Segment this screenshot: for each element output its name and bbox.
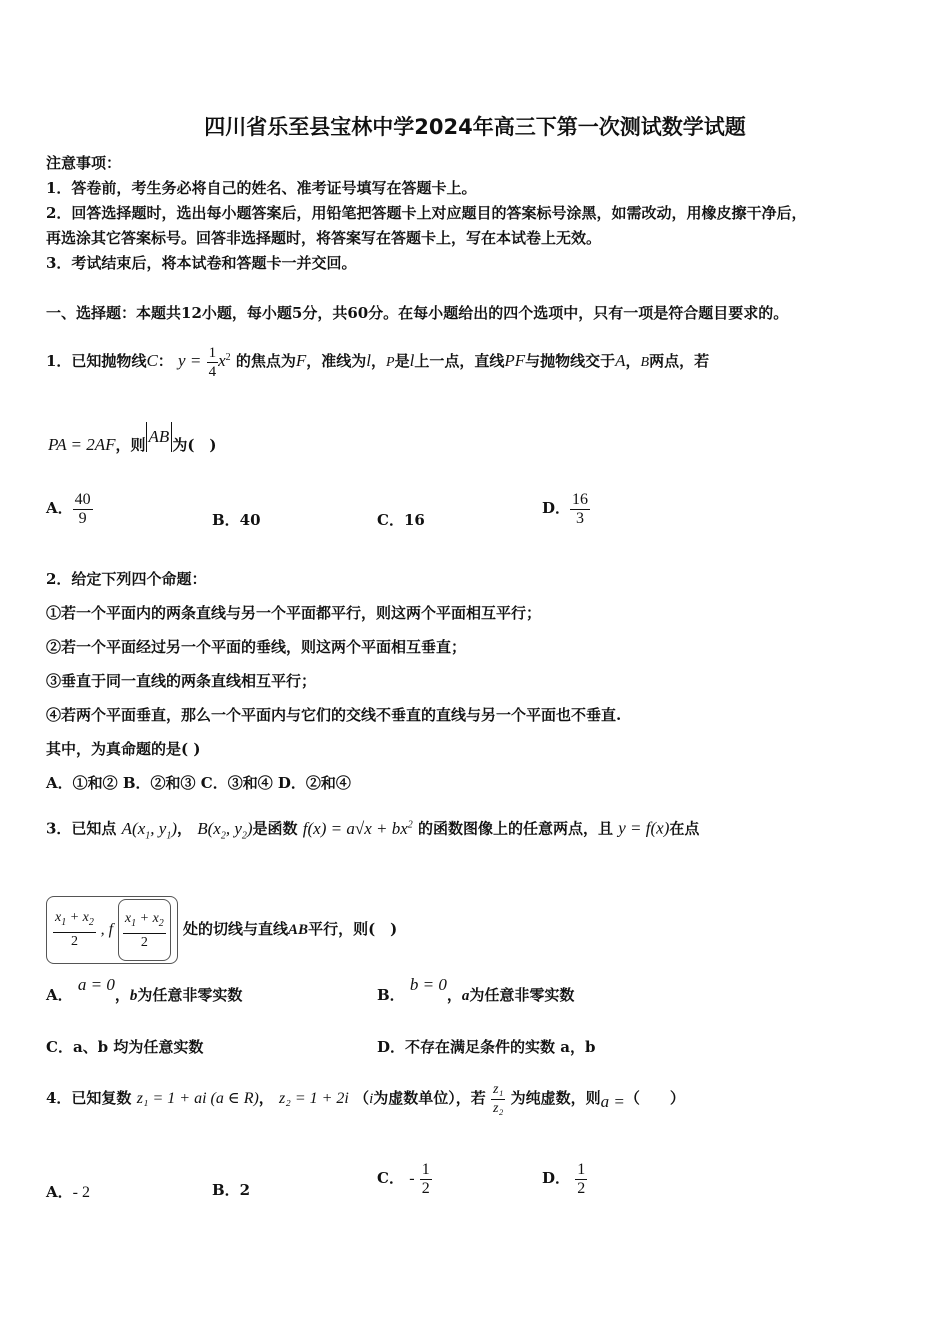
question-3-option-a: A． a = 0，b为任意非零实数 <box>46 975 243 1004</box>
question-3-option-d: D．不存在满足条件的实数 a，b <box>377 1038 596 1056</box>
function-y-formula: y = f(x) <box>618 818 670 838</box>
question-4-option-a: A．- 2 <box>46 1183 90 1201</box>
question-4-option-d: D． $\frac{1}{2}$ <box>542 1160 586 1197</box>
point-a-formula: $A(x_1$, $y_1$) <box>121 818 177 842</box>
question-4-stem: 4．已知复数 z₁ = 1 + ai (a ∈ R)， z₂ = 1 + 2i （i为虚数单位），若 $\frac{\text{z₁}}{\text{z₂}}$ 为纯虚数，则a =（ ） <box>46 1081 685 1116</box>
question-2-ask: 其中，为真命题的是( ) <box>46 740 201 758</box>
notice-item: 3．考试结束后，将本试卷和答题卡一并交回。 <box>46 254 357 272</box>
question-3-option-c: C．a、b 均为任意实数 <box>46 1038 204 1056</box>
question-1-stem: 1．已知抛物线C： y = $\frac{1}{4}$ $x^2$ 的焦点为F，准线为l，P是l上一点，直线PF与抛物线交于A，B两点，若 <box>46 344 710 380</box>
question-2-item: ①若一个平面内的两条直线与另一个平面都平行，则这两个平面相互平行； <box>46 604 542 622</box>
question-1-option-a: A． $\frac{40}{9}$ <box>46 490 91 527</box>
question-2-options: A．①和② B．②和③ C．③和④ D．②和④ <box>46 774 351 792</box>
question-1-option-b: B．40 <box>212 511 261 529</box>
page-title: 四川省乐至县宝林中学2024年高三下第一次测试数学试题 <box>204 115 746 139</box>
question-2-item: ③垂直于同一直线的两条直线相互平行； <box>46 672 317 690</box>
section-heading: 一、选择题：本题共12小题，每小题5分，共60分。在每小题给出的四个选项中，只有一项是符合题目要求的。 <box>46 304 789 322</box>
point-b-formula: $B(x_2$, $y_2$) <box>197 818 253 842</box>
question-3-option-b: B． b = 0，a为任意非零实数 <box>377 975 575 1004</box>
question-1-option-c: C．16 <box>377 511 425 529</box>
function-formula: $f(x) = a√x + bx^2$ <box>302 818 413 838</box>
notice-item: 2．回答选择题时，选出每小题答案后，用铅笔把答题卡上对应题目的答案标号涂黑，如需改动，用橡皮擦干净后， <box>46 204 807 222</box>
question-3-stem: 3．已知点 $A(x_1$, $y_1$)， $B(x_2$, $y_2$)是函数 $f(x) = a√x + bx^2$ 的函数图像上的任意两点，且 y = f(x)在点 <box>46 818 700 842</box>
question-1-line2: PA = 2AF，则 AB 为( ) <box>48 430 217 460</box>
question-2-item: ④若两个平面垂直，那么一个平面内与它们的交线不垂直的直线与另一个平面也不垂直. <box>46 706 622 724</box>
midpoint-formula: $\frac{x_1 + x_2}{2}$ , f $\frac{x_1 + x_2}{2}$ <box>46 896 178 964</box>
notice-item: 再选涂其它答案标号。回答非选择题时，将答案写在答题卡上，写在本试卷上无效。 <box>46 229 602 247</box>
question-3-line2: $\frac{x_1 + x_2}{2}$ , f $\frac{x_1 + x_2}{2}$ 处的切线与直线AB平行，则( ) <box>46 896 397 964</box>
question-4-option-b: B．2 <box>212 1181 251 1199</box>
question-1-option-d: D． $\frac{16}{3}$ <box>542 490 589 527</box>
question-2-stem: 2．给定下列四个命题： <box>46 570 207 588</box>
question-2-item: ②若一个平面经过另一个平面的垂线，则这两个平面相互垂直； <box>46 638 467 656</box>
question-4-option-c: C． - $\frac{1}{2}$ <box>377 1160 430 1197</box>
notice-item: 1．答卷前，考生务必将自己的姓名、准考证号填写在答题卡上。 <box>46 179 477 197</box>
notice-heading: 注意事项： <box>46 154 122 172</box>
